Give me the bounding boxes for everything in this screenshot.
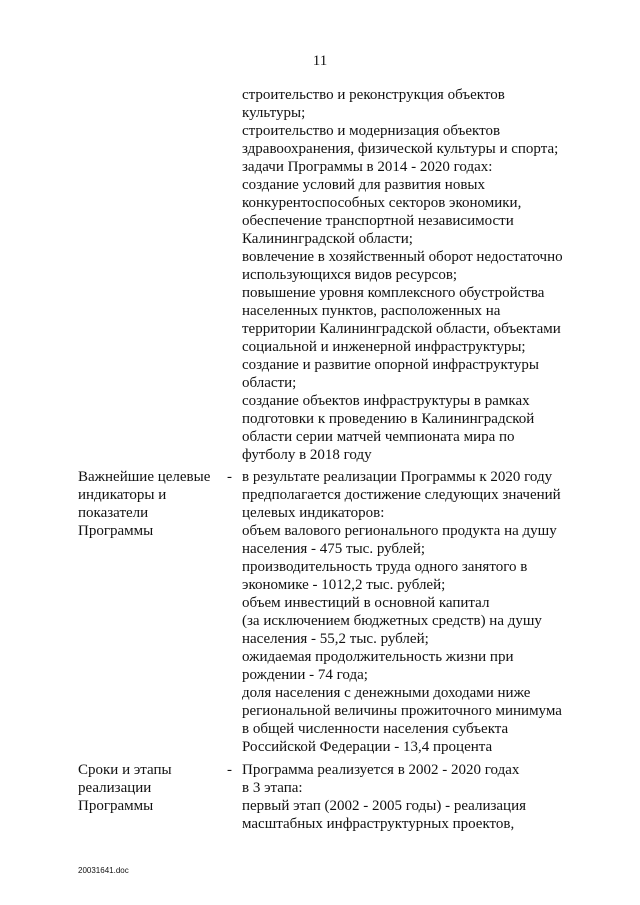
stages-text (242, 761, 526, 833)
text-line: социальной и инженерной инфраструктуры; (242, 339, 526, 355)
continuation-text (242, 86, 563, 464)
text-line: ожидаемая продолжительность жизни при (242, 649, 514, 665)
text-line: создание объектов инфраструктуры в рамках (242, 393, 530, 409)
label-line: индикаторы и (78, 487, 167, 503)
text-line: масштабных инфраструктурных проектов, (242, 816, 515, 832)
text-line: региональной величины прожиточного минимума (242, 703, 562, 719)
indicators-text (242, 468, 562, 756)
text-line: (за исключением бюджетных средств) на душу (242, 613, 542, 629)
text-line: подготовки к проведению в Калининградской (242, 411, 535, 427)
label-line: реализации (78, 780, 152, 796)
text-line: населения - 55,2 тыс. рублей; (242, 631, 429, 647)
text-line: области; (242, 375, 297, 391)
text-line: Калининградской области; (242, 231, 413, 247)
text-line: территории Калининградской области, объектами (242, 321, 561, 337)
indicators-label (78, 468, 210, 540)
text-line: повышение уровня комплексного обустройства (242, 285, 545, 301)
label-line: Сроки и этапы (78, 762, 172, 778)
text-line: предполагается достижение следующих значений (242, 487, 561, 503)
text-line: доля населения с денежными доходами ниже (242, 685, 531, 701)
label-line: показатели (78, 505, 149, 521)
text-line: обеспечение транспортной независимости (242, 213, 514, 229)
text-line: населенных пунктов, расположенных на (242, 303, 501, 319)
stages-label (78, 761, 172, 815)
indicators-dash: - (227, 469, 232, 485)
text-line: производительность труда одного занятого в (242, 559, 528, 575)
text-line: футболу в 2018 году (242, 447, 372, 463)
text-line: в 3 этапа: (242, 780, 303, 796)
text-line: целевых индикаторов: (242, 505, 385, 521)
text-line: строительство и реконструкция объектов (242, 87, 505, 103)
text-line: создание и развитие опорной инфраструктуры (242, 357, 540, 373)
label-line: Программы (78, 798, 154, 814)
text-line: в общей численности населения субъекта (242, 721, 509, 737)
text-line: экономике - 1012,2 тыс. рублей; (242, 577, 446, 593)
text-line: культуры; (242, 105, 306, 121)
text-line: области серии матчей чемпионата мира по (242, 429, 515, 445)
text-line: Российской Федерации - 13,4 процента (242, 739, 493, 755)
text-line: Программа реализуется в 2002 - 2020 годах (242, 762, 520, 778)
stages-dash: - (227, 762, 232, 778)
text-line: использующихся видов ресурсов; (242, 267, 458, 283)
text-line: задачи Программы в 2014 - 2020 годах: (242, 159, 493, 175)
footer-filename: 20031641.doc (78, 866, 129, 875)
text-line: первый этап (2002 - 2005 годы) - реализация (242, 798, 527, 814)
page-number: 11 (312, 53, 328, 69)
text-line: в результате реализации Программы к 2020 году (242, 469, 553, 485)
label-line: Программы (78, 523, 154, 539)
text-line: рождении - 74 года; (242, 667, 368, 683)
label-line: Важнейшие целевые (78, 469, 211, 485)
text-line: строительство и модернизация объектов (242, 123, 501, 139)
text-line: населения - 475 тыс. рублей; (242, 541, 426, 557)
text-line: объем валового регионального продукта на душу (242, 523, 557, 539)
text-line: объем инвестиций в основной капитал (242, 595, 490, 611)
text-line: конкурентоспособных секторов экономики, (242, 195, 522, 211)
text-line: вовлечение в хозяйственный оборот недостаточно (242, 249, 563, 265)
text-line: здравоохранения, физической культуры и спорта; (242, 141, 559, 157)
text-line: создание условий для развития новых (242, 177, 485, 193)
